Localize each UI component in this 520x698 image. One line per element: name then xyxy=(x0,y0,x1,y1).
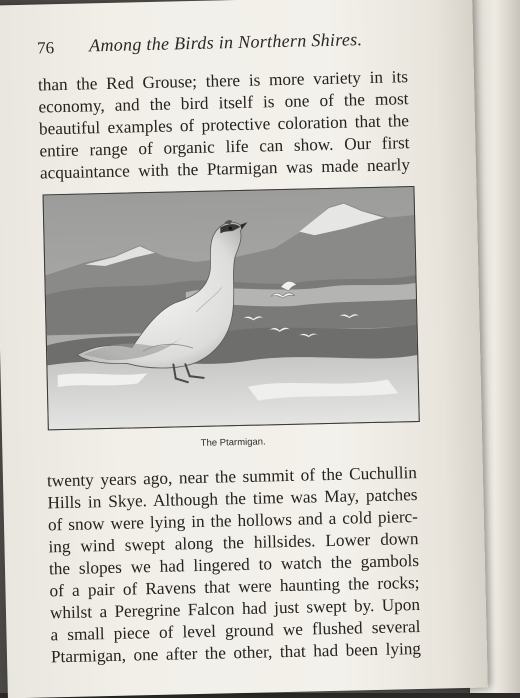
paragraph-bottom xyxy=(47,462,421,668)
text-line: beautiful examples of protective coloration that the xyxy=(38,111,410,139)
paragraph-top xyxy=(38,66,410,184)
text-line: Ptarmigan, one after the other, that had been lying xyxy=(50,638,422,667)
text-line: of a pair of Ravens that were haunting the rocks; xyxy=(49,572,420,601)
text-line: a small piece of level ground we flushed several xyxy=(50,616,421,645)
text-line: whilst a Peregrine Falcon had just swept by. Upon xyxy=(49,594,421,623)
text-line: economy, and the bird itself is one of the most xyxy=(38,89,409,117)
page-number: 76 xyxy=(36,38,55,58)
text-line: the slopes we had lingered to watch the gambols xyxy=(48,550,420,579)
figure xyxy=(43,186,420,449)
running-head: Among the Birds in Northern Shires. xyxy=(88,29,363,56)
page-header xyxy=(37,29,437,64)
ptarmigan-plate-svg xyxy=(44,187,419,429)
ptarmigan-illustration xyxy=(43,186,420,430)
text-line: than the Red Grouse; there is more variety in its xyxy=(37,67,409,95)
figure-caption: The Ptarmigan. xyxy=(200,436,266,449)
text-line: entire range of organic life can show. Our first xyxy=(39,133,410,161)
text-line: acquaintance with the Ptarmigan was made nearly xyxy=(39,155,411,183)
text-line: twenty years ago, near the summit of the Cuchullin xyxy=(46,463,418,491)
text-line: Hills in Skye. Although the time was May, patches xyxy=(47,485,418,513)
text-line: of snow were lying in the hollows and a cold pierc- xyxy=(47,507,419,535)
text-line: ing wind swept along the hillsides. Lower down xyxy=(48,529,419,557)
